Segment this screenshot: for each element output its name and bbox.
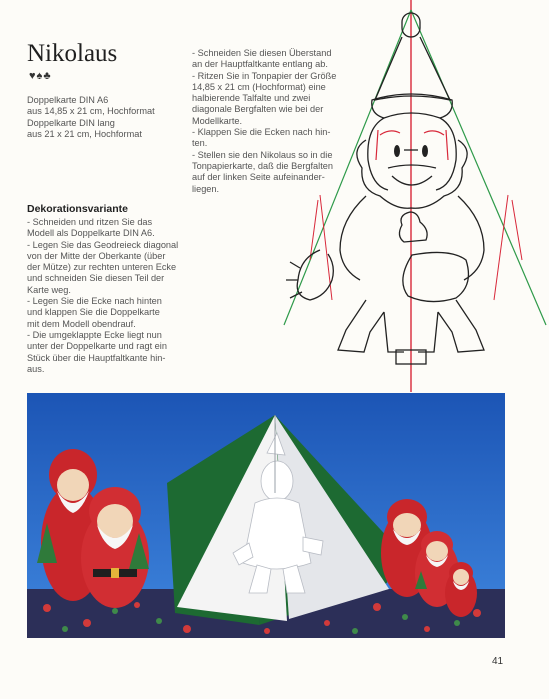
photo-nikolaus-card bbox=[27, 393, 505, 638]
hat-brim bbox=[372, 94, 453, 118]
page-title: Nikolaus bbox=[27, 40, 118, 67]
mouth bbox=[392, 176, 432, 185]
right-instructions: - Schneiden Sie diesen Überstand an der Hauptfaltkante entlang ab. - Ritzen Sie in Tonpapier der Größe 14,85 x 21 cm (Hochformat) eine halbierende Talfalte und zwei diagonale Bergfalten wie bei der Modellkarte. - Klappen Sie die Ecken nach hin- ten. - Stellen sie den Nikolaus so in die Tonpapierkarte, daß die Bergfalten auf der linken Seite aufeinander- liegen. bbox=[192, 48, 337, 194]
cheek-lines bbox=[376, 130, 448, 160]
decoration-instructions: - Schneiden und ritzen Sie das Modell als Doppelkarte DIN A6. - Legen Sie das Geodreieck diagonal von der Mitte der Oberkante (über der Mütze) zur rechten unteren Ecke und schneiden Sie diesen Teil der Karte weg. - Legen Sie die Ecke nach hinten und klappen Sie die Doppelkarte mit dem Modell obendrauf. - Die umgeklappte Ecke liegt nun unter der Doppelkarte und ragt ein Stück über die Hauptfaltkante hin- aus. bbox=[27, 217, 179, 374]
card-format-text: Doppelkarte DIN A6 aus 14,85 x 21 cm, Hochformat Doppelkarte DIN lang aus 21 x 21 cm, Hochformat bbox=[27, 95, 155, 139]
left-glove-fingers bbox=[286, 262, 302, 298]
matryoshka-medium-left bbox=[81, 487, 149, 608]
page-number: 41 bbox=[492, 656, 504, 667]
hat bbox=[375, 37, 450, 100]
decoration-heading: Dekorationsvariante bbox=[27, 203, 128, 215]
difficulty-symbols: ♥♠♣ bbox=[29, 70, 52, 82]
left-boot bbox=[338, 300, 384, 352]
left-glove bbox=[297, 250, 333, 300]
mustache bbox=[388, 165, 436, 168]
santa-outline bbox=[286, 13, 484, 364]
sack-top bbox=[399, 212, 427, 242]
right-boot bbox=[438, 300, 484, 352]
santa-red-accents bbox=[376, 130, 448, 160]
right-eye bbox=[422, 145, 428, 157]
left-eye bbox=[394, 145, 400, 157]
eyebrows bbox=[380, 131, 444, 135]
matryoshka-small-right bbox=[445, 562, 477, 617]
right-inner-cut bbox=[512, 200, 522, 260]
right-inner-cut-2 bbox=[494, 195, 508, 300]
sack bbox=[403, 252, 469, 301]
nikolaus-cut-pattern bbox=[280, 0, 549, 392]
head bbox=[368, 118, 456, 190]
